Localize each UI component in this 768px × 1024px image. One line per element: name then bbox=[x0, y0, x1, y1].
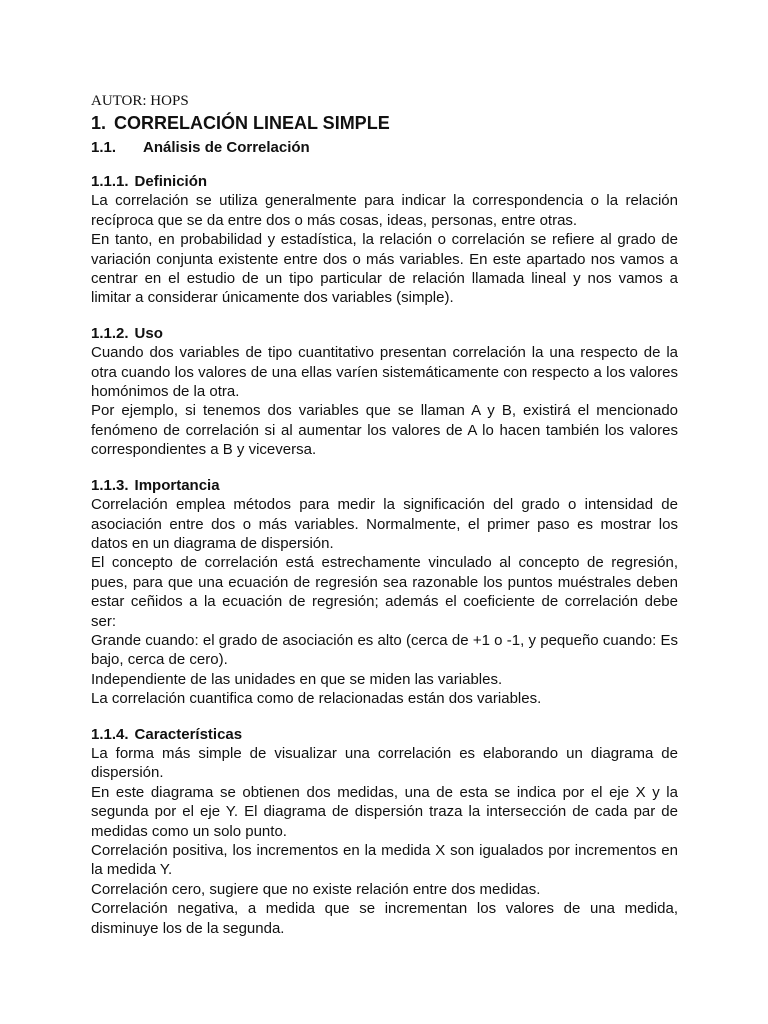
subtitle bbox=[91, 138, 678, 158]
author-line: AUTOR: HOPS bbox=[91, 93, 189, 109]
paragraph: Correlación emplea métodos para medir la significación del grado o intensidad de asociación entre dos o más variables. Normalmente, el primer paso es mostrar los datos en un diagrama de dispersión. bbox=[91, 496, 678, 552]
section-number: 1.1.4. bbox=[91, 725, 129, 743]
title-number: 1. bbox=[91, 113, 107, 133]
paragraph: Cuando dos variables de tipo cuantitativo presentan correlación la una respecto de la otra cuando los valores de una ellas varíen sistemáticamente con respecto a los valores homónimos de la otra. bbox=[91, 344, 678, 401]
section-title: Características bbox=[134, 725, 243, 743]
section-heading bbox=[91, 476, 678, 495]
paragraph: Grande cuando: el grado de asociación es alto (cerca de +1 o -1, y pequeño cuando: Es bajo, cerca de cero). bbox=[91, 631, 678, 669]
section-heading bbox=[91, 725, 678, 744]
subtitle-number: 1.1. bbox=[91, 139, 117, 156]
paragraph: Por ejemplo, si tenemos dos variables que se llaman A y B, existirá el mencionado fenómeno de correlación si al aumentar los valores de A lo hacen también los valores correspondientes a B y viceversa. bbox=[91, 402, 678, 459]
paragraph: Correlación cero, sugiere que no existe relación entre dos medidas. bbox=[91, 880, 541, 898]
paragraph: Correlación positiva, los incrementos en la medida X son igualados por incrementos en la medida Y. bbox=[91, 842, 678, 879]
paragraph: La forma más simple de visualizar una correlación es elaborando un diagrama de dispersión. bbox=[91, 744, 678, 782]
paragraph: Correlación negativa, a medida que se incrementan los valores de una medida, disminuye los de la segunda. bbox=[91, 900, 678, 937]
section-title: Definición bbox=[134, 173, 208, 190]
section-number: 1.1.1. bbox=[91, 173, 129, 190]
section-uso bbox=[91, 324, 678, 460]
section-definicion bbox=[91, 172, 678, 308]
section-importancia bbox=[91, 476, 678, 709]
document-title bbox=[91, 112, 678, 134]
section-number: 1.1.2. bbox=[91, 324, 129, 342]
paragraph: Independiente de las unidades en que se miden las variables. bbox=[91, 670, 503, 688]
paragraph: La correlación cuantifica como de relacionadas están dos variables. bbox=[91, 690, 542, 708]
section-title: Importancia bbox=[134, 476, 220, 494]
section-heading bbox=[91, 172, 678, 191]
section-heading bbox=[91, 324, 678, 343]
section-number: 1.1.3. bbox=[91, 476, 129, 494]
paragraph: En este diagrama se obtienen dos medidas, una de esta se indica por el eje X y la segunda por el eje Y. El diagrama de dispersión traza la intersección de cada par de medidas como un solo punto. bbox=[91, 783, 678, 840]
title-text: CORRELACIÓN LINEAL SIMPLE bbox=[114, 113, 390, 133]
section-title: Uso bbox=[134, 324, 163, 342]
section-caracteristicas bbox=[91, 725, 678, 938]
paragraph: En tanto, en probabilidad y estadística, la relación o correlación se refiere al grado de variación conjunta existente entre dos o más variables. En este apartado nos vamos a centrar en el estudio de un tipo particular de relación llamada lineal y nos vamos a limitar a considerar únicamente dos variables (simple). bbox=[91, 231, 678, 307]
paragraph: El concepto de correlación está estrechamente vinculado al concepto de regresión, pues, para que una ecuación de regresión sea razonable los puntos muéstrales deben estar ceñidos a la ecuación de regresión; además el coeficiente de correlación debe ser: bbox=[91, 554, 678, 630]
paragraph: La correlación se utiliza generalmente para indicar la correspondencia o la relación recíproca que se da entre dos o más cosas, ideas, personas, entre otras. bbox=[91, 192, 678, 229]
subtitle-text: Análisis de Correlación bbox=[143, 139, 310, 156]
